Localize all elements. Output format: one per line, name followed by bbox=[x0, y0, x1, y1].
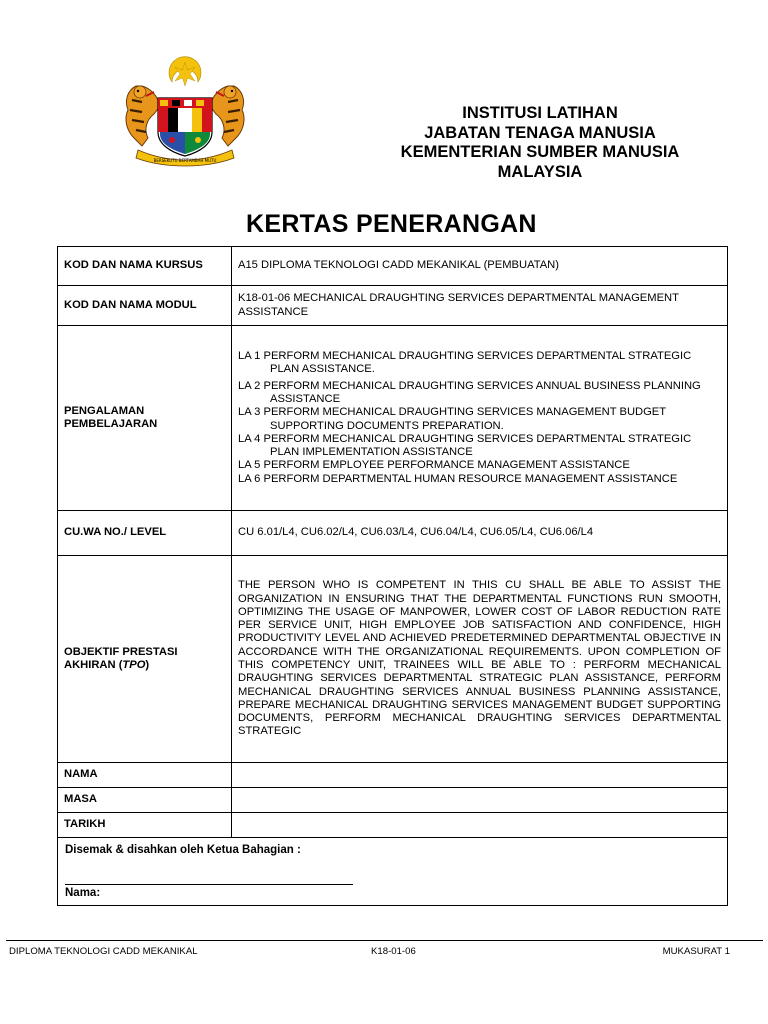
signature-line[interactable] bbox=[65, 884, 353, 885]
nama-field[interactable] bbox=[232, 763, 728, 788]
institution-heading bbox=[330, 104, 750, 182]
motto-text: BERSEKUTU BERTAMBAH MUTU bbox=[153, 158, 217, 163]
table-row-tpo bbox=[58, 556, 728, 763]
table-row-course bbox=[58, 247, 728, 286]
info-table bbox=[57, 246, 728, 906]
signoff-cell bbox=[58, 838, 728, 906]
masa-field[interactable] bbox=[232, 788, 728, 813]
institution-line: MALAYSIA bbox=[497, 162, 583, 181]
table-row-cu bbox=[58, 511, 728, 556]
signoff-name-label: Nama: bbox=[65, 887, 101, 899]
institution-line: JABATAN TENAGA MANUSIA bbox=[424, 123, 656, 142]
table-row-signoff bbox=[58, 838, 728, 906]
learning-label: PENGALAMAN PEMBELAJARAN bbox=[58, 326, 232, 511]
learning-activity-item: LA 5 PERFORM EMPLOYEE PERFORMANCE MANAGEMENT ASSISTANCE bbox=[238, 459, 630, 472]
course-label: KOD DAN NAMA KURSUS bbox=[58, 247, 232, 286]
institution-line: INSTITUSI LATIHAN bbox=[462, 104, 618, 122]
footer-module-code: K18-01-06 bbox=[371, 946, 416, 957]
module-label: KOD DAN NAMA MODUL bbox=[58, 286, 232, 326]
learning-activity-item: LA 6 PERFORM DEPARTMENTAL HUMAN RESOURCE MANAGEMENT ASSISTANCE bbox=[238, 472, 678, 485]
tpo-label-abbr: TPO bbox=[122, 659, 146, 671]
learning-activity-item: LA 4 PERFORM MECHANICAL DRAUGHTING SERVICES DEPARTMENTAL STRATEGIC PLAN IMPLEMENTATION ASSISTANCE bbox=[238, 432, 692, 459]
cu-value: CU 6.01/L4, CU6.02/L4, CU6.03/L4, CU6.04/L4, CU6.05/L4, CU6.06/L4 bbox=[232, 511, 728, 556]
table-row-learning bbox=[58, 326, 728, 511]
learning-activity-item: LA 3 PERFORM MECHANICAL DRAUGHTING SERVICES MANAGEMENT BUDGET SUPPORTING DOCUMENTS PREPARATION. bbox=[238, 406, 666, 432]
table-row-tarikh bbox=[58, 813, 728, 838]
module-value: K18-01-06 MECHANICAL DRAUGHTING SERVICES DEPARTMENTAL MANAGEMENT ASSISTANCE bbox=[232, 286, 728, 326]
learning-activities bbox=[232, 326, 728, 511]
table-row-masa bbox=[58, 788, 728, 813]
document-title: KERTAS PENERANGAN bbox=[246, 210, 537, 238]
tpo-text: THE PERSON WHO IS COMPETENT IN THIS CU SHALL BE ABLE TO ASSIST THE ORGANIZATION IN ENSURING THAT THE DEPARTMENTAL FUNCTIONS RUN SMOOTH, OPTIMIZING THE USAGE OF MANPOWER, LOWER COST OF LABOR REDUCTION RATE PER SERVICE UNIT, HIGH EMPLOYEE JOB SATISFACTION AND CONFIDENCE, HIGH PRODUCTIVITY LEVEL AND ACHIEVED PREDETERMINED DEPARTMENTAL OBJECTIVE IN ACCORDANCE WITH THE ORGANIZATIONAL REQUIREMENTS. UPON COMPLETION OF THIS COMPETENCY UNIT, TRAINEES WILL BE ABLE TO : PERFORM MECHANICAL DRAUGHTING SERVICES DEPARTMENTAL STRATEGIC PLAN ASSISTANCE, PERFORM MECHANICAL DRAUGHTING SERVICES ANNUAL BUSINESS PLANNING ASSISTANCE, PREPARE MECHANICAL DRAUGHTING SERVICES MANAGEMENT BUDGET SUPPORTING DOCUMENTS, PERFORM MECHANICAL DRAUGHTING SERVICES DEPARTMENTAL STRATEGIC bbox=[232, 556, 728, 763]
malaysia-coat-of-arms-icon bbox=[102, 56, 268, 168]
masa-label: MASA bbox=[58, 788, 232, 813]
footer-divider bbox=[6, 940, 763, 941]
cu-label: CU.WA NO./ LEVEL bbox=[58, 511, 232, 556]
learning-activity-item: LA 2 PERFORM MECHANICAL DRAUGHTING SERVICES ANNUAL BUSINESS PLANNING ASSISTANCE bbox=[238, 379, 701, 405]
tpo-label-close: ) bbox=[145, 659, 150, 671]
footer-page-number: MUKASURAT 1 bbox=[662, 946, 730, 957]
signoff-label: Disemak & disahkan oleh Ketua Bahagian : bbox=[65, 844, 301, 856]
tpo-label bbox=[58, 556, 232, 763]
institution-line: KEMENTERIAN SUMBER MANUSIA bbox=[400, 143, 680, 161]
tarikh-field[interactable] bbox=[232, 813, 728, 838]
table-row-module bbox=[58, 286, 728, 326]
tpo-label-text: OBJEKTIF PRESTASI AKHIRAN ( bbox=[64, 645, 178, 671]
nama-label: NAMA bbox=[58, 763, 232, 788]
tarikh-label: TARIKH bbox=[58, 813, 232, 838]
footer-course: DIPLOMA TEKNOLOGI CADD MEKANIKAL bbox=[9, 946, 198, 957]
course-value: A15 DIPLOMA TEKNOLOGI CADD MEKANIKAL (PEMBUATAN) bbox=[232, 247, 728, 286]
coat-of-arms-logo bbox=[102, 56, 268, 168]
table-row-nama bbox=[58, 763, 728, 788]
learning-activity-item: LA 1 PERFORM MECHANICAL DRAUGHTING SERVICES DEPARTMENTAL STRATEGIC PLAN ASSISTANCE. bbox=[238, 350, 692, 376]
